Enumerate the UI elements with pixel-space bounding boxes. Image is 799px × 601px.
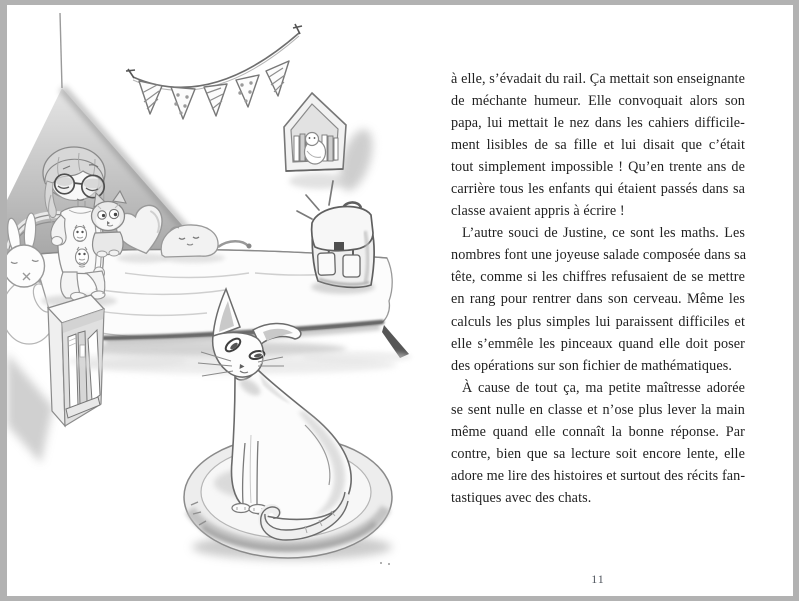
text-line: carrière tous les enfants qui étaient passés dans sa — [451, 181, 745, 198]
left-page — [7, 5, 443, 596]
plush-cat-icon — [92, 191, 127, 257]
text-line: adore me lire des histoires et surtout des récits fan- — [451, 467, 746, 484]
text-line: calculs les plus simples lui paraissent difficiles et — [451, 313, 745, 330]
text-line: tastiques avec des chats. — [451, 489, 592, 506]
bird-house-shelf-icon — [284, 93, 379, 195]
text-line: de méchante humeur. Elle convoquait alors son — [451, 93, 745, 110]
bedroom-illustration — [7, 5, 443, 596]
pennant-banner-icon — [126, 24, 302, 119]
text-line: classe avaient appris à écrire ! — [451, 203, 625, 220]
text-line: en rang pour rentrer dans son cerveau. Même les — [451, 291, 745, 308]
text-line: se sent nulle en classe et n’ose plus lever la main — [451, 401, 745, 418]
text-line: à elle, s’évadait du rail. Ça mettait son enseignante — [451, 71, 745, 87]
story-text — [451, 68, 745, 509]
text-line: des opérations sur son fichier de mathématiques. — [451, 357, 732, 374]
page-number: 11 — [591, 572, 605, 586]
text-line: À cause de tout ça, ma petite maîtresse adorée — [462, 379, 745, 396]
book-spread — [7, 5, 793, 596]
text-line: L’autre souci de Justine, ce sont les maths. Les — [462, 225, 745, 242]
text-line: contre, bien que sa lecture soit encore lente, elle — [451, 445, 745, 462]
text-line: même quand elle connaît la bonne réponse. Par — [451, 423, 745, 440]
text-line: papa, lui mettait le nez dans les cahiers difficile- — [451, 115, 745, 132]
text-line: elle s’emmêle les pinceaux quand elle doit poser — [451, 335, 745, 352]
books — [66, 330, 100, 418]
text-line: nombres font une joyeuse salade composée dans sa — [451, 247, 747, 264]
text-line: ment lisibles de sa fille et lui disait que c’était — [451, 137, 745, 154]
text-line: tout simplement impossible ! Qu’en trente ans de — [451, 159, 745, 176]
text-line: tête, comme si les chiffres refusaient de se mettre — [451, 269, 745, 286]
